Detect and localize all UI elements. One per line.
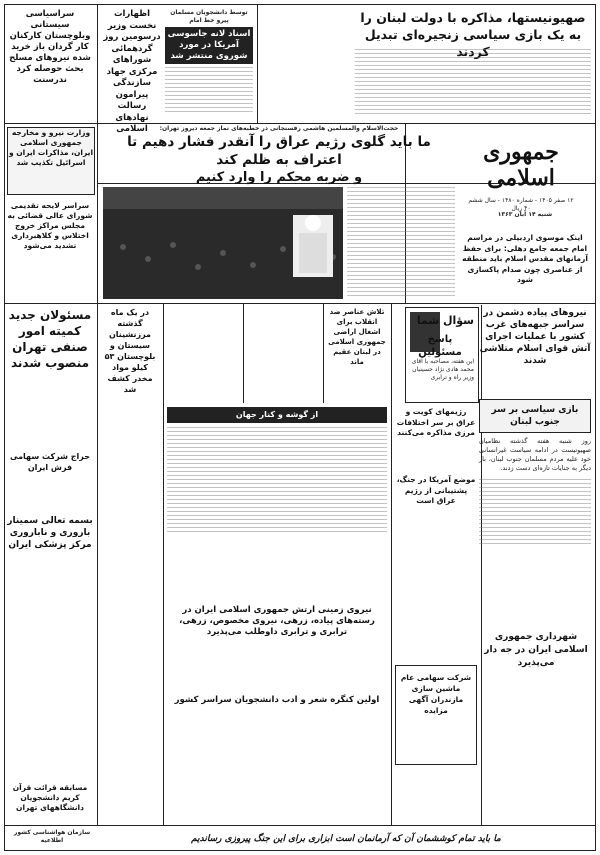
main-headline-2: و ضربه محکم را وارد کنیم	[195, 170, 363, 185]
main-headline-1: ما باید گلوی رژیم عراق را آنقدر فشار دهیم تا اعتراف به ظلم کند	[127, 134, 431, 168]
footer-banner-text: ما باید تمام کوششمان آن که آرمانمان است ابزاری برای این جنگ پیروزی رساندیم	[191, 834, 501, 844]
footer-left-text: سازمان هواشناسی کشور اطلاعیه	[13, 829, 91, 844]
councils-headline: اظهارات نخست وزیر درسومین روز گردهمائی شوراهای مرکزی جهاد سازندگی پیرامون رسالت نهادهای اسلامی	[103, 9, 161, 134]
left-col-top-text: سراسیاسی سیستانی وبلوچستان کارکنان کار گردان باز خرید شده نیروهای مسلح بحث حوصله کرد ندرسنت	[9, 9, 91, 85]
questions-subtitle: پاسخ مسئولین	[418, 334, 462, 358]
questions-title: سؤال شما	[416, 314, 474, 327]
questions-intro: این هفته، مصاحبه با آقای محمد هادی نژاد حسینیان وزیر راه و ترابری	[411, 358, 474, 381]
poetry-text: اولین کنگره شعر و ادب دانشجویان سراسر کشور	[174, 695, 380, 705]
usa-text: موضع آمریکا در جنگ، پشتیبانی از رژیم عراق است	[396, 475, 476, 505]
right-column-story	[479, 399, 591, 549]
sistan-story	[101, 307, 159, 427]
section-label: تلاش عناصر ضد انقلاب برای اشغال اراضی جمهوری اسلامی در لبنان عقیم ماند	[328, 308, 386, 366]
ground-forces-text: نیروی زمینی ارتش جمهوری اسلامی ایران در رسته‌های پیاده، زرهی، نیروی مخصوص، زرهی، ترابری و ترابری داوطلب می‌پذیرد	[179, 605, 375, 637]
mazandaran-ad	[395, 665, 477, 765]
questions-box	[405, 307, 479, 403]
hajj-story	[7, 451, 93, 499]
spy-documents-story	[165, 9, 253, 119]
newspaper-page	[4, 4, 596, 851]
left-column-top	[7, 9, 93, 117]
poetry-ad	[167, 695, 387, 735]
left-col-gov-text: وزارت نیرو و مخارجه جمهوری اسلامی ایران، مذاکرات ایران و اسرائیل تکذیب شد	[8, 128, 94, 167]
sistan-text: در یک ماه گذشته مرزنشینان سیستان و بلوچستان ۵۳ کیلو مواد مخدر کشف شد	[104, 308, 156, 394]
left-column-gov2	[7, 201, 93, 297]
spy-headline: اسناد لانه جاسوسی آمریکا در مورد شوروی منتشر شد	[165, 27, 253, 64]
ground-forces-ad	[167, 605, 387, 671]
main-kicker: حجت‌الاسلام والمسلمین هاشمی رفسنجانی در خطبه‌های نماز جمعه دیروز تهران:	[159, 125, 399, 132]
usa-story	[395, 475, 477, 535]
quran-ad	[7, 783, 93, 823]
gulf-text: رژیمهای کویت و عراق بر سر اختلافات مرزی مذاکره می‌کنند	[396, 407, 476, 437]
masthead-title: جمهوری اسلامی	[483, 139, 559, 191]
world-box	[167, 407, 387, 423]
spy-kicker: توسط دانشجویان مسلمان پیرو خط امام	[170, 9, 248, 24]
ardebili-text: اینک موسوی اردبیلی در مراسم امام جمعه جامع دهلی: برای حفظ آرمانهای مقدس اسلام باید منطقه از عناصری چون صدام پاکسازی شود	[462, 233, 588, 284]
footer-left	[7, 829, 97, 849]
war-headline: نیروهای پیاده دشمن در سراسر جبهه‌های غرب کشور با عملیات اجرای آتش قوای اسلام متلاشی شدند	[479, 308, 591, 366]
seminar-box	[7, 515, 93, 605]
friday-prayer-photo	[103, 187, 343, 299]
ardebili-story	[459, 233, 591, 299]
left-column-gov	[7, 127, 95, 195]
quran-text: مسابقه قرائت قرآن کریم دانشجویان دانشگاههای تهران	[12, 783, 88, 812]
main-story	[101, 125, 457, 183]
mazandaran-text: شرکت سهامی عام ماشین سازی مازندران آگهی مزایده	[400, 673, 472, 715]
councils-story	[101, 9, 163, 134]
republic-box	[481, 631, 591, 701]
lebanon-headline: صهیونیستها، مذاکره با دولت لبنان را به یک بازی سیاسی زنجیره‌ای تبدیل کردند	[360, 10, 586, 59]
lebanon-story	[355, 9, 591, 119]
seminar-text: بسمه تعالی سمینار باروری و ناباروری مرکز پزشکی ایران	[7, 516, 93, 550]
right-col-heading: بازی سیاسی بر سر جنوب لبنان	[491, 405, 579, 427]
right-col-body: روز شنبه هفته گذشته نظامیان صهیونیست در ادامه سیاست غیرانسانی خود علیه مردم مسلمان جنوب لبنان، بار دیگر به جنایات تازه‌ای دست زدند.	[479, 437, 591, 472]
republic-text: شهرداری جمهوری اسلامی ایران در جه دار می‌پذیرد	[484, 632, 588, 668]
left-col-gov2-text: سراسر لایحه تقدیمی شورای عالی قضائی به مجلس مراکز خروج اختلاس و کلاهبرداری تشدید می‌شود	[7, 201, 93, 250]
section-label-column	[327, 307, 387, 403]
hajj-text: حراج شرکت سهامی فرش ایران	[10, 452, 90, 472]
war-story	[479, 307, 591, 395]
gulf-story	[395, 407, 477, 473]
world-body	[167, 427, 387, 535]
masthead-date: ۱۲ صفر ۱۴۰۵ - شماره ۱۴۸۰ - سال ششم	[468, 197, 574, 204]
officials-text: مسئولان جدید کمیته امور صنفی تهران منصوب شدند	[8, 308, 92, 370]
masthead-price: ۴۰ ریال	[511, 205, 531, 212]
side-story	[347, 187, 455, 299]
officials-story	[7, 307, 93, 447]
date-box: شنبه ۱۴ آبان ۱۳۶۳	[497, 211, 553, 218]
masthead	[451, 127, 591, 212]
world-title: از گوشه و کنار جهان	[235, 410, 319, 419]
footer-banner	[101, 829, 591, 849]
